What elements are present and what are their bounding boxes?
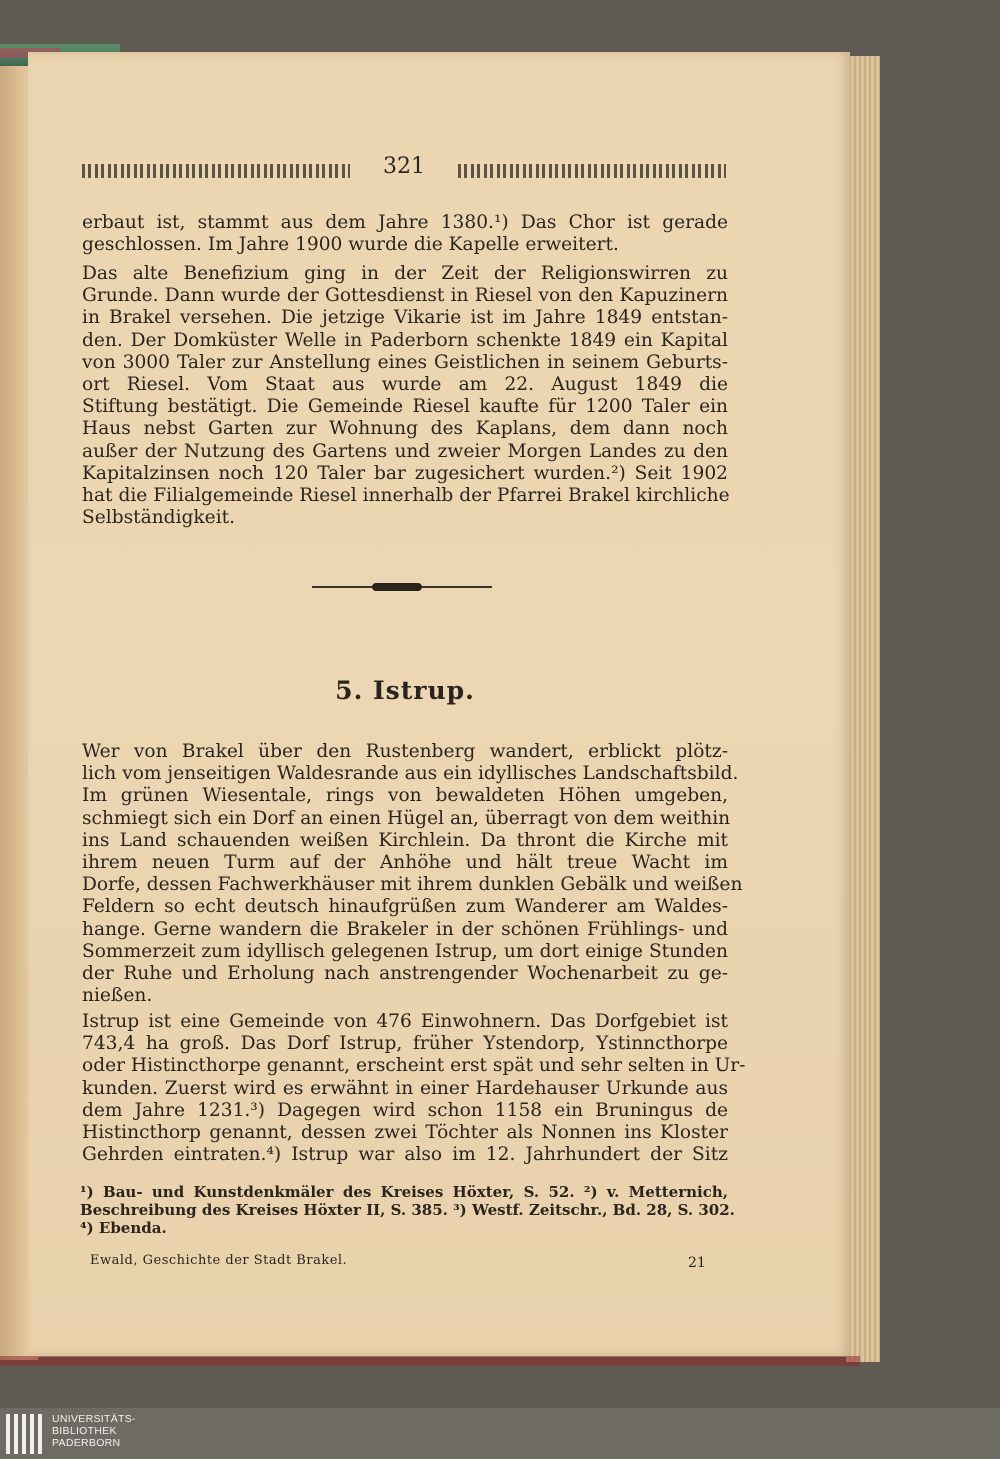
text-line: hat die Filialgemeinde Riesel innerhalb der Pfarrei Brakel kirchliche (82, 484, 730, 506)
text-line: Stiftung bestätigt. Die Gemeinde Riesel kaufte für 1200 Taler ein (82, 396, 728, 418)
text-line: Gehrden eintraten.⁴) Istrup war also im 12. Jahrhundert der Sitz (82, 1144, 728, 1166)
library-name-line: PADERBORN (52, 1437, 121, 1449)
text-line: Histincthorp genannt, dessen zwei Töchter als Nonnen ins Kloster (82, 1121, 728, 1143)
text-line: ort Riesel. Vom Staat aus wurde am 22. August 1849 die (82, 373, 728, 395)
header-ornament-right (458, 164, 726, 178)
paragraph-1 (82, 212, 728, 256)
text-line: von 3000 Taler zur Anstellung eines Geistlichen in seinem Geburts- (82, 351, 728, 373)
footnote-line: Beschreibung des Kreises Höxter II, S. 385. ³) Westf. Zeitschr., Bd. 28, S. 302. (80, 1201, 735, 1219)
library-name-line: UNIVERSITÄTS- (52, 1413, 136, 1425)
text-line: geschlossen. Im Jahre 1900 wurde die Kapelle erweitert. (82, 234, 619, 256)
text-line: erbaut ist, stammt aus dem Jahre 1380.¹) Das Chor ist gerade (82, 212, 728, 233)
text-line: schmiegt sich ein Dorf an einen Hügel an, überragt von dem weithin (82, 807, 731, 829)
text-line: Wer von Brakel über den Rustenberg wandert, erblickt plötz- (82, 741, 728, 762)
paragraph-3 (82, 741, 743, 1007)
text-line: dem Jahre 1231.³) Dagegen wird schon 1158 ein Bruningus de (82, 1099, 728, 1121)
text-line: Selbständigkeit. (82, 507, 236, 529)
text-line: Feldern so echt deutsch hinaufgrüßen zum Wanderer am Waldes- (82, 896, 728, 918)
page-stack-edge (846, 56, 880, 1362)
text-line: Grunde. Dann wurde der Gottesdienst in Riesel von den Kapuzinern (82, 285, 728, 307)
section-heading: 5. Istrup. (335, 676, 475, 705)
footnote-line: ¹) Bau- und Kunstdenkmäler des Kreises Höxter, S. 52. ²) v. Metternich, (80, 1183, 728, 1201)
page-number: 321 (383, 154, 425, 179)
footnotes (80, 1183, 735, 1237)
text-line: Sommerzeit zum idyllisch gelegenen Istrup, um dort einige Stunden (82, 940, 728, 962)
text-line: Istrup ist eine Gemeinde von 476 Einwohnern. Das Dorfgebiet ist (82, 1011, 728, 1032)
text-line: den. Der Domküster Welle in Paderborn schenkte 1849 ein Kapital (82, 329, 728, 351)
paragraph-4 (82, 1011, 746, 1166)
text-line: nießen. (82, 985, 153, 1007)
text-line: ins Land schauenden weißen Kirchlein. Da thront die Kirche mit (82, 829, 728, 851)
library-footer (0, 1408, 1000, 1459)
running-header (82, 154, 726, 190)
section-divider (312, 583, 492, 591)
text-line: hange. Gerne wandern die Brakeler in der schönen Frühlings- und (82, 918, 728, 940)
divider-ornament (372, 583, 422, 591)
text-line: oder Histincthorpe genannt, erscheint erst spät und sehr selten in Ur- (82, 1055, 746, 1077)
library-logo-icon (6, 1414, 46, 1454)
text-line: in Brakel versehen. Die jetzige Vikarie ist im Jahre 1849 entstan- (82, 307, 728, 329)
text-line: lich vom jenseitigen Waldesrande aus ein idyllisches Landschaftsbild. (82, 763, 739, 785)
library-name-line: BIBLIOTHEK (52, 1425, 117, 1437)
text-line: ihrem neuen Turm auf der Anhöhe und hält treue Wacht im (82, 851, 728, 873)
library-name (52, 1413, 136, 1449)
footnote-line: ⁴) Ebenda. (80, 1219, 167, 1237)
text-line: der Ruhe und Erholung nach anstrengender Wochenarbeit zu ge- (82, 962, 728, 984)
text-line: kunden. Zuerst wird es erwähnt in einer Hardehauser Urkunde aus (82, 1077, 728, 1099)
text-line: Das alte Benefizium ging in der Zeit der Religionswirren zu (82, 263, 728, 284)
text-line: außer der Nutzung des Gartens und zweier Morgen Landes zu den (82, 440, 728, 462)
paragraph-2 (82, 263, 728, 529)
text-line: 743,4 ha groß. Das Dorf Istrup, früher Ystendorp, Ystinncthorpe (82, 1033, 728, 1055)
header-ornament-left (82, 164, 350, 178)
sheet-number: 21 (688, 1255, 706, 1271)
printer-signature: Ewald, Geschichte der Stadt Brakel. (90, 1253, 348, 1268)
text-line: Haus nebst Garten zur Wohnung des Kaplans, dem dann noch (82, 418, 728, 440)
text-line: Kapitalzinsen noch 120 Taler bar zugesichert wurden.²) Seit 1902 (82, 462, 728, 484)
text-line: Dorfe, dessen Fachwerkhäuser mit ihrem dunklen Gebälk und weißen (82, 874, 743, 896)
cover-edge (0, 1356, 860, 1366)
text-line: Im grünen Wiesentale, rings von bewaldeten Höhen umgeben, (82, 785, 728, 807)
